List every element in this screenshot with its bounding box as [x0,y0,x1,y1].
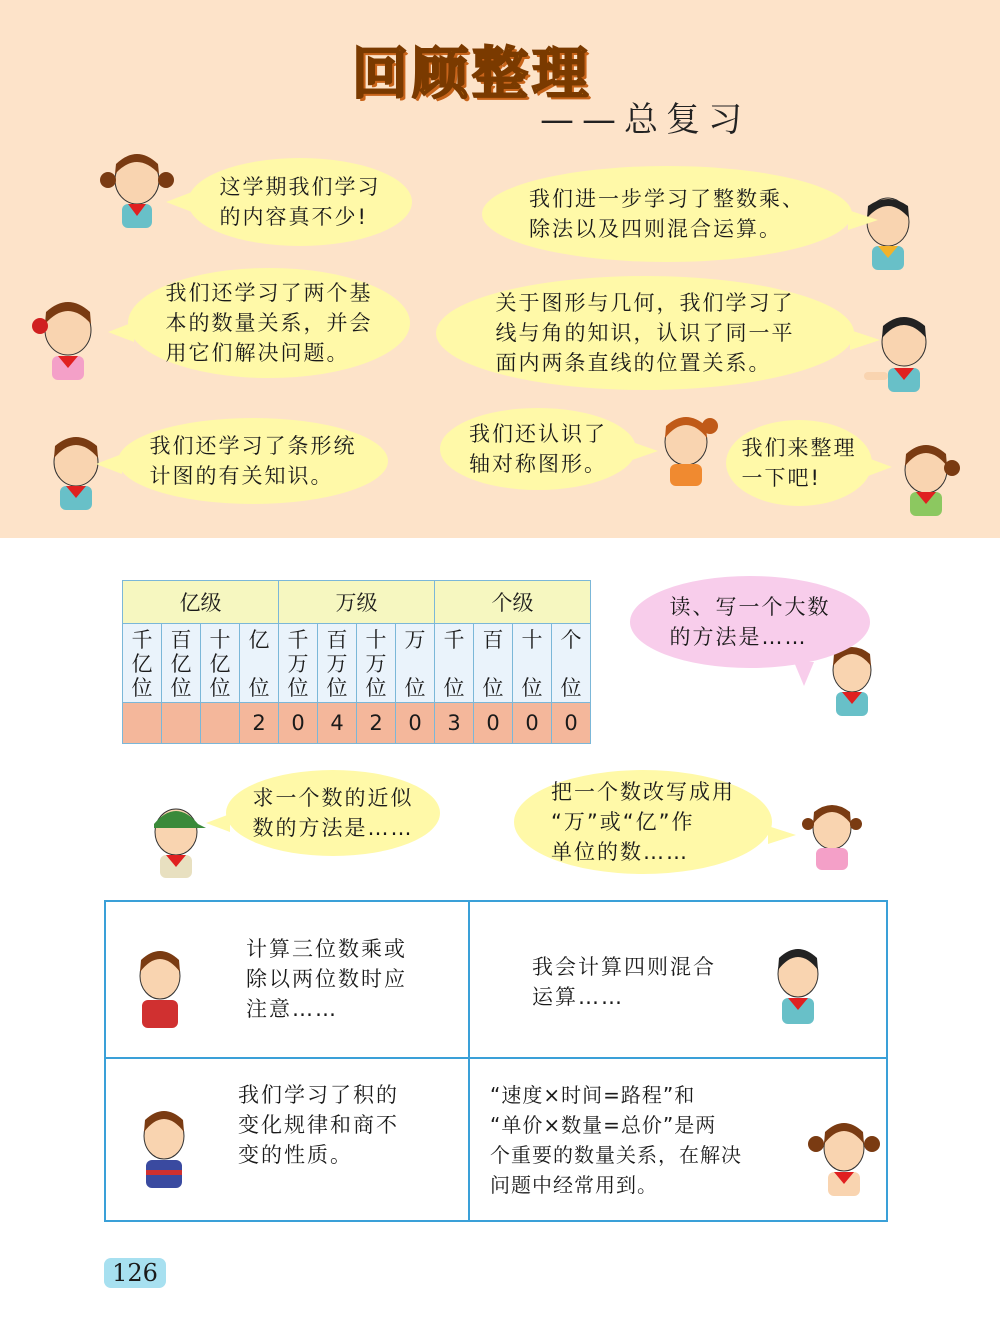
speech-bubble [726,420,872,506]
speech-bubble [128,268,410,378]
digit-cell: 0 [552,703,591,744]
digit-cell: 0 [513,703,552,744]
boy-cap-illustration [140,800,218,880]
grid-cell-text: 我会计算四则混合 运算…… [532,955,716,1009]
digit-cell: 3 [435,703,474,744]
level-header: 个级 [435,581,591,624]
bubble-text: 轴对称图形。 [469,452,607,476]
bubble-text: 求一个数的近似 [252,786,414,810]
position-cell: 百 位 [474,624,513,703]
speech-bubble [118,418,388,504]
grid-cell-text: 我们学习了积的 变化规律和商不 变的性质。 [238,1083,399,1167]
position-cell: 千 万 位 [279,624,318,703]
position-cell: 千 位 [435,624,474,703]
position-cell: 十 亿 位 [201,624,240,703]
position-cell: 千 亿 位 [123,624,162,703]
position-cell: 个 位 [552,624,591,703]
bubble-text: 把一个数改写成用 [551,780,735,804]
bubble-text: 的内容真不少! [219,205,368,229]
boy-illustration [852,192,924,272]
grid-divider [106,1057,886,1059]
digit-row [123,703,591,744]
speech-bubble [436,276,854,390]
speech-bubble [226,770,440,856]
digit-cell: 0 [474,703,513,744]
position-cell: 十 位 [513,624,552,703]
speech-bubble [482,166,852,262]
grid-divider [468,902,470,1220]
digit-cell: 0 [279,703,318,744]
bubble-text: “万”或“亿”作 [551,810,695,834]
digit-cell: 0 [396,703,435,744]
page-subtitle: ——总复习 [540,100,750,140]
bubble-text: 读、写一个大数 [669,595,831,619]
place-value-table [122,580,591,744]
position-cell: 百 亿 位 [162,624,201,703]
speech-bubble [440,408,636,490]
bubble-text: 一下吧! [741,466,821,490]
speech-bubble [188,158,412,246]
digit-cell [201,703,240,744]
digit-cell: 2 [357,703,396,744]
girl-illustration [648,412,724,488]
boy-pointing-illustration [862,310,940,394]
position-cell: 百 万 位 [318,624,357,703]
level-header: 万级 [279,581,435,624]
bubble-text: 这学期我们学习 [219,175,381,199]
bubble-text: 计图的有关知识。 [149,464,334,488]
bubble-text: 面内两条直线的位置关系。 [495,351,772,375]
speech-bubble [630,576,870,668]
girl-illustration [800,800,866,872]
bubble-text: 的方法是…… [669,625,808,649]
digit-cell [123,703,162,744]
bubble-text: 我们还学习了条形统 [149,434,357,458]
bubble-text: 单位的数…… [551,840,689,864]
bubble-text: 我们还认识了 [469,422,607,446]
position-cell: 亿 位 [240,624,279,703]
bubble-text: 用它们解决问题。 [165,341,350,365]
digit-cell [162,703,201,744]
grid-cell-text: 计算三位数乘或 除以两位数时应 注意…… [246,937,407,1021]
bubble-text: 本的数量关系，并会 [165,311,373,335]
bubble-text: 除法以及四则混合运算。 [529,217,782,241]
bubble-text: 我们来整理 [741,436,857,460]
position-row [123,624,591,703]
girl-illustration [26,296,110,382]
bubble-text: 数的方法是…… [252,816,414,840]
bubble-text: 关于图形与几何，我们学习了 [495,291,795,315]
speech-bubble [514,770,772,874]
bubble-text: 我们进一步学习了整数乘、 [529,187,805,211]
page-number: 126 [104,1258,166,1288]
digit-cell: 2 [240,703,279,744]
page-title: 回顾整理 [352,42,592,107]
position-cell: 十 万 位 [357,624,396,703]
digit-cell: 4 [318,703,357,744]
grid-cell-text: “速度×时间=路程”和 “单价×数量=总价”是两 个重要的数量关系，在解决 问题中经常用到。 [490,1083,742,1197]
position-cell: 万 位 [396,624,435,703]
level-header: 亿级 [123,581,279,624]
girl-illustration [888,440,966,520]
bubble-text: 线与角的知识，认识了同一平 [495,321,795,345]
girl-illustration [98,150,176,230]
bubble-text: 我们还学习了两个基 [165,281,373,305]
